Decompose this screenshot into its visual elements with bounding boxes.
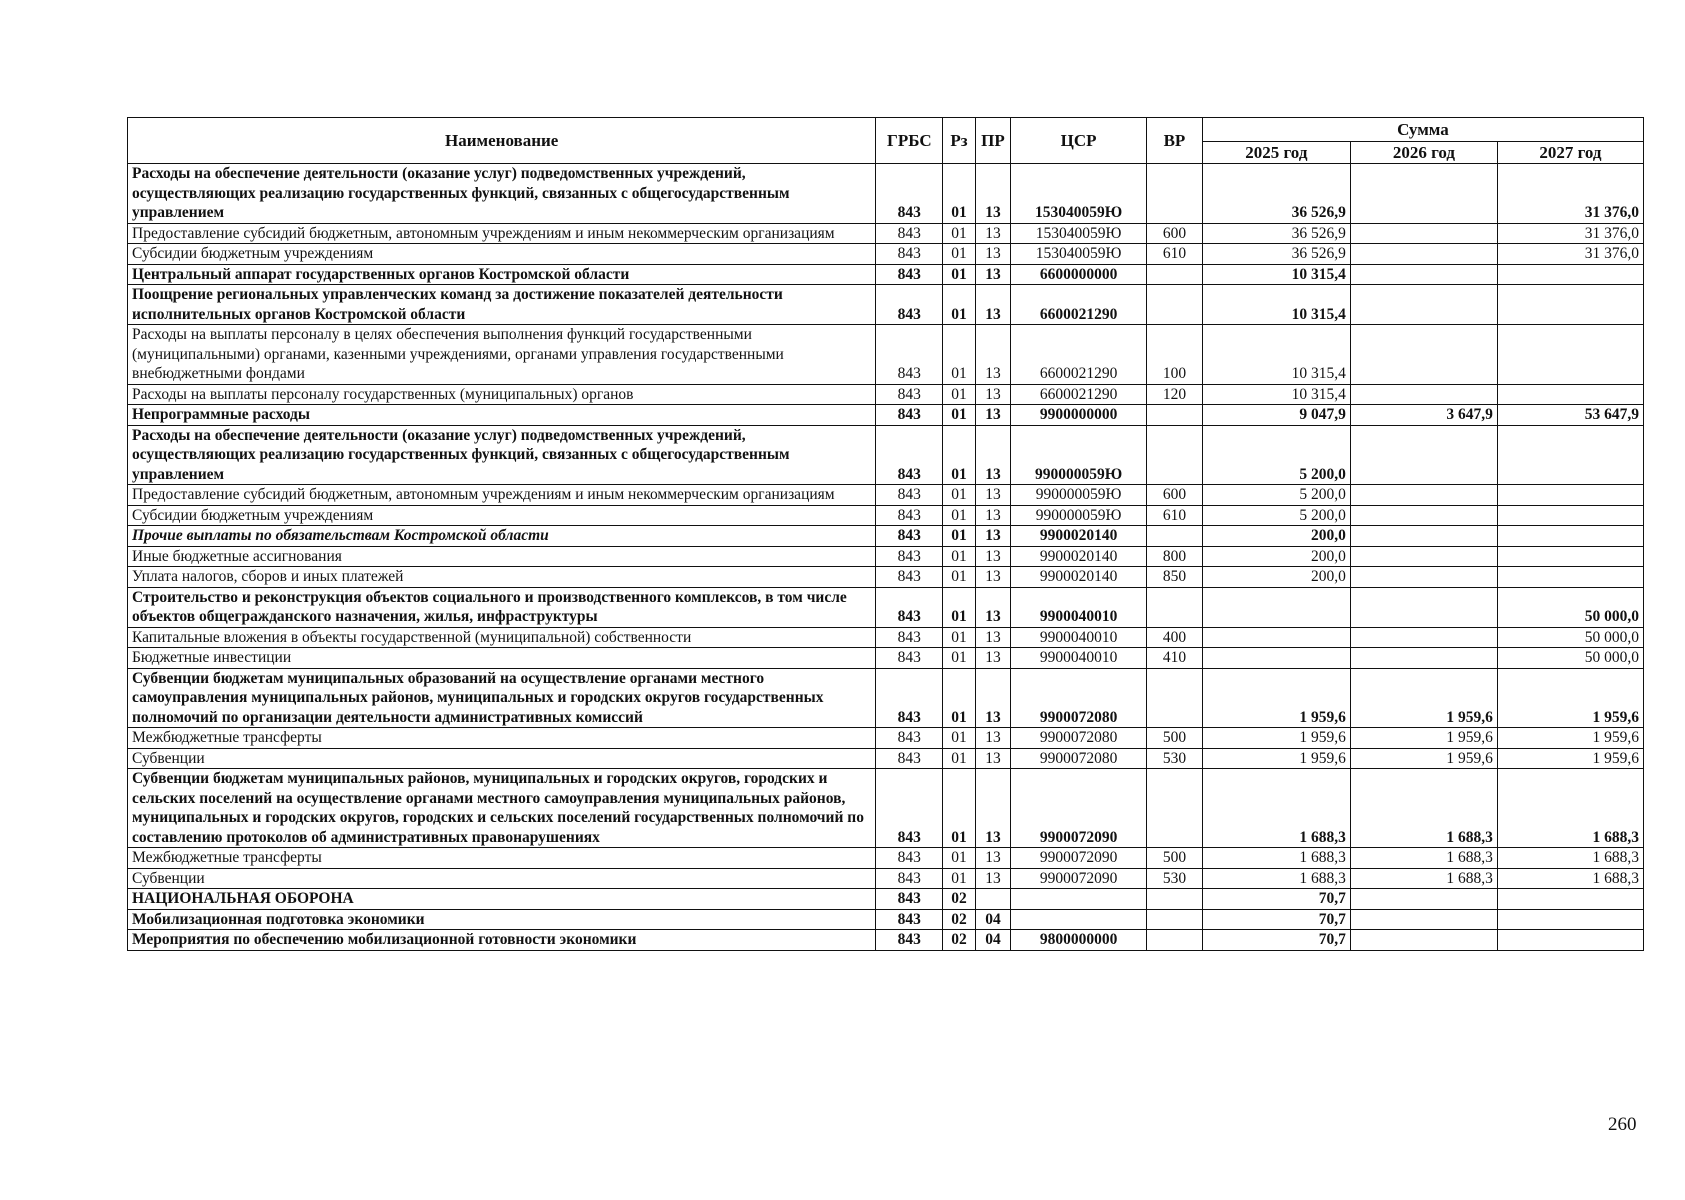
cell-2027 <box>1497 526 1643 547</box>
cell-2027 <box>1497 567 1643 588</box>
cell-pr: 13 <box>975 587 1010 627</box>
cell-2027 <box>1497 264 1643 285</box>
cell-name: Расходы на обеспечение деятельности (оказание услуг) подведомственных учреждений, осуществляющих реализацию государственных функций, связанных с общегосударственным управлением <box>128 164 876 224</box>
header-rz: Рз <box>943 118 975 164</box>
cell-grbs: 843 <box>876 546 943 567</box>
cell-csr: 6600021290 <box>1011 285 1147 325</box>
cell-2025: 200,0 <box>1202 526 1350 547</box>
cell-grbs: 843 <box>876 264 943 285</box>
budget-table <box>127 117 1644 951</box>
cell-2025: 10 315,4 <box>1202 384 1350 405</box>
cell-2025 <box>1202 648 1350 669</box>
cell-grbs: 843 <box>876 668 943 728</box>
cell-2025: 70,7 <box>1202 930 1350 951</box>
cell-pr: 13 <box>975 648 1010 669</box>
cell-pr: 13 <box>975 848 1010 869</box>
cell-name: Предоставление субсидий бюджетным, автономным учреждениям и иным некоммерческим организациям <box>128 485 876 506</box>
cell-name: Мероприятия по обеспечению мобилизационной готовности экономики <box>128 930 876 951</box>
table-row <box>128 668 1644 728</box>
cell-rz: 01 <box>943 587 975 627</box>
cell-csr: 9900040010 <box>1011 627 1147 648</box>
cell-2027: 1 688,3 <box>1497 868 1643 889</box>
cell-vr <box>1147 909 1203 930</box>
header-name: Наименование <box>128 118 876 164</box>
cell-grbs: 843 <box>876 425 943 485</box>
cell-grbs: 843 <box>876 567 943 588</box>
cell-2027: 50 000,0 <box>1497 648 1643 669</box>
cell-2027 <box>1497 325 1643 385</box>
cell-csr: 9900072080 <box>1011 668 1147 728</box>
cell-rz: 01 <box>943 264 975 285</box>
cell-rz: 01 <box>943 425 975 485</box>
cell-csr: 6600000000 <box>1011 264 1147 285</box>
cell-vr: 600 <box>1147 223 1203 244</box>
cell-vr: 500 <box>1147 848 1203 869</box>
cell-vr <box>1147 285 1203 325</box>
cell-grbs: 843 <box>876 909 943 930</box>
cell-rz: 01 <box>943 848 975 869</box>
cell-rz: 01 <box>943 526 975 547</box>
cell-2026 <box>1350 325 1497 385</box>
header-pr: ПР <box>975 118 1010 164</box>
cell-csr: 990000059Ю <box>1011 505 1147 526</box>
cell-rz: 01 <box>943 567 975 588</box>
table-row <box>128 485 1644 506</box>
cell-name: Предоставление субсидий бюджетным, автономным учреждениям и иным некоммерческим организациям <box>128 223 876 244</box>
cell-2025: 36 526,9 <box>1202 244 1350 265</box>
cell-csr: 153040059Ю <box>1011 164 1147 224</box>
cell-grbs: 843 <box>876 505 943 526</box>
cell-2026 <box>1350 909 1497 930</box>
cell-name: Бюджетные инвестиции <box>128 648 876 669</box>
cell-2025: 70,7 <box>1202 909 1350 930</box>
table-row <box>128 889 1644 910</box>
cell-pr: 13 <box>975 425 1010 485</box>
cell-name: Субвенции <box>128 748 876 769</box>
cell-name: Субвенции бюджетам муниципальных образований на осуществление органами местного самоуправления муниципальных районов, муниципальных и городских округов государственных полномочий по организации деятельности административных комиссий <box>128 668 876 728</box>
cell-2026 <box>1350 264 1497 285</box>
cell-csr: 6600021290 <box>1011 384 1147 405</box>
cell-csr: 9900072080 <box>1011 748 1147 769</box>
header-year-2027: 2027 год <box>1497 142 1643 164</box>
cell-grbs: 843 <box>876 285 943 325</box>
cell-2025: 1 688,3 <box>1202 769 1350 848</box>
cell-vr <box>1147 264 1203 285</box>
cell-grbs: 843 <box>876 848 943 869</box>
table-row <box>128 223 1644 244</box>
cell-grbs: 843 <box>876 889 943 910</box>
cell-vr: 400 <box>1147 627 1203 648</box>
table-row <box>128 627 1644 648</box>
cell-rz: 01 <box>943 164 975 224</box>
cell-2025: 10 315,4 <box>1202 285 1350 325</box>
table-row <box>128 848 1644 869</box>
cell-pr: 13 <box>975 748 1010 769</box>
cell-name: Непрограммные расходы <box>128 405 876 426</box>
cell-2026 <box>1350 223 1497 244</box>
cell-rz: 01 <box>943 868 975 889</box>
cell-rz: 01 <box>943 546 975 567</box>
cell-vr: 500 <box>1147 728 1203 749</box>
cell-rz: 01 <box>943 384 975 405</box>
cell-vr <box>1147 425 1203 485</box>
cell-rz: 01 <box>943 223 975 244</box>
cell-2027 <box>1497 425 1643 485</box>
cell-grbs: 843 <box>876 728 943 749</box>
cell-vr <box>1147 668 1203 728</box>
cell-rz: 01 <box>943 728 975 749</box>
cell-2025: 1 688,3 <box>1202 868 1350 889</box>
cell-2026 <box>1350 425 1497 485</box>
cell-pr: 13 <box>975 868 1010 889</box>
cell-2027: 1 688,3 <box>1497 769 1643 848</box>
cell-rz: 01 <box>943 485 975 506</box>
cell-2026 <box>1350 164 1497 224</box>
cell-csr: 9900072090 <box>1011 769 1147 848</box>
table-row <box>128 384 1644 405</box>
cell-2026: 1 959,6 <box>1350 748 1497 769</box>
cell-vr <box>1147 889 1203 910</box>
cell-2027: 31 376,0 <box>1497 164 1643 224</box>
cell-2025: 1 959,6 <box>1202 668 1350 728</box>
cell-grbs: 843 <box>876 223 943 244</box>
cell-2027: 53 647,9 <box>1497 405 1643 426</box>
cell-rz: 02 <box>943 889 975 910</box>
cell-csr: 990000059Ю <box>1011 425 1147 485</box>
cell-2026: 3 647,9 <box>1350 405 1497 426</box>
cell-pr: 13 <box>975 505 1010 526</box>
cell-rz: 01 <box>943 405 975 426</box>
cell-2025: 10 315,4 <box>1202 325 1350 385</box>
cell-grbs: 843 <box>876 868 943 889</box>
cell-2027: 50 000,0 <box>1497 627 1643 648</box>
cell-csr <box>1011 889 1147 910</box>
cell-grbs: 843 <box>876 485 943 506</box>
cell-pr <box>975 889 1010 910</box>
cell-name: Поощрение региональных управленческих команд за достижение показателей деятельности исполнительных органов Костромской области <box>128 285 876 325</box>
cell-pr: 04 <box>975 930 1010 951</box>
cell-grbs: 843 <box>876 648 943 669</box>
cell-rz: 01 <box>943 325 975 385</box>
cell-pr: 13 <box>975 728 1010 749</box>
header-vr: ВР <box>1147 118 1203 164</box>
cell-2027: 1 959,6 <box>1497 668 1643 728</box>
table-row <box>128 505 1644 526</box>
cell-grbs: 843 <box>876 164 943 224</box>
cell-name: Расходы на выплаты персоналу в целях обеспечения выполнения функций государственными (муниципальными) органами, казенными учреждениями, органами управления государственными внебюджетными фондами <box>128 325 876 385</box>
cell-name: Субсидии бюджетным учреждениям <box>128 505 876 526</box>
cell-2026 <box>1350 930 1497 951</box>
table-body <box>128 164 1644 951</box>
cell-2027 <box>1497 285 1643 325</box>
cell-grbs: 843 <box>876 244 943 265</box>
cell-csr: 9900040010 <box>1011 648 1147 669</box>
cell-vr <box>1147 164 1203 224</box>
cell-csr: 153040059Ю <box>1011 223 1147 244</box>
cell-csr <box>1011 909 1147 930</box>
cell-csr: 9800000000 <box>1011 930 1147 951</box>
cell-2027 <box>1497 546 1643 567</box>
cell-2027: 50 000,0 <box>1497 587 1643 627</box>
table-row <box>128 567 1644 588</box>
cell-pr: 13 <box>975 285 1010 325</box>
cell-pr: 13 <box>975 627 1010 648</box>
cell-pr: 13 <box>975 546 1010 567</box>
cell-rz: 02 <box>943 909 975 930</box>
cell-2026 <box>1350 505 1497 526</box>
cell-vr: 610 <box>1147 244 1203 265</box>
cell-pr: 13 <box>975 405 1010 426</box>
cell-csr: 9900072080 <box>1011 728 1147 749</box>
cell-2025: 1 959,6 <box>1202 748 1350 769</box>
cell-2026 <box>1350 485 1497 506</box>
cell-pr: 13 <box>975 223 1010 244</box>
cell-name: Центральный аппарат государственных органов Костромской области <box>128 264 876 285</box>
cell-rz: 01 <box>943 627 975 648</box>
table-row <box>128 930 1644 951</box>
cell-vr: 850 <box>1147 567 1203 588</box>
cell-pr: 13 <box>975 485 1010 506</box>
cell-pr: 13 <box>975 567 1010 588</box>
cell-rz: 01 <box>943 769 975 848</box>
cell-2027 <box>1497 889 1643 910</box>
header-sum: Сумма <box>1202 118 1643 142</box>
cell-name: Субвенции <box>128 868 876 889</box>
table-row <box>128 587 1644 627</box>
cell-pr: 13 <box>975 164 1010 224</box>
cell-name: Прочие выплаты по обязательствам Костромской области <box>128 526 876 547</box>
cell-grbs: 843 <box>876 587 943 627</box>
cell-pr: 13 <box>975 325 1010 385</box>
cell-2027 <box>1497 909 1643 930</box>
cell-pr: 04 <box>975 909 1010 930</box>
cell-vr <box>1147 526 1203 547</box>
cell-name: Иные бюджетные ассигнования <box>128 546 876 567</box>
cell-csr: 990000059Ю <box>1011 485 1147 506</box>
cell-name: Субвенции бюджетам муниципальных районов, муниципальных и городских округов, городских и сельских поселений на осуществление органами местного самоуправления муниципальных районов, муниципальных и городских округов, городских и сельских поселений государственных полномочий по составлению протоколов об административных правонарушениях <box>128 769 876 848</box>
cell-2026 <box>1350 285 1497 325</box>
cell-2026 <box>1350 384 1497 405</box>
cell-csr: 9900040010 <box>1011 587 1147 627</box>
cell-2027: 1 959,6 <box>1497 748 1643 769</box>
cell-2026 <box>1350 567 1497 588</box>
cell-vr: 530 <box>1147 748 1203 769</box>
header-csr: ЦСР <box>1011 118 1147 164</box>
table-row <box>128 769 1644 848</box>
cell-csr: 9900020140 <box>1011 526 1147 547</box>
cell-2025: 36 526,9 <box>1202 223 1350 244</box>
table-row <box>128 285 1644 325</box>
cell-2025: 70,7 <box>1202 889 1350 910</box>
cell-csr: 9900000000 <box>1011 405 1147 426</box>
table-row <box>128 244 1644 265</box>
cell-vr: 610 <box>1147 505 1203 526</box>
cell-grbs: 843 <box>876 526 943 547</box>
cell-2026: 1 688,3 <box>1350 769 1497 848</box>
cell-pr: 13 <box>975 668 1010 728</box>
cell-2026 <box>1350 587 1497 627</box>
header-grbs: ГРБС <box>876 118 943 164</box>
table-row <box>128 526 1644 547</box>
table-row <box>128 546 1644 567</box>
cell-2025: 1 959,6 <box>1202 728 1350 749</box>
cell-name: Строительство и реконструкция объектов социального и производственного комплексов, в том числе объектов общегражданского назначения, жилья, инфраструктуры <box>128 587 876 627</box>
table-row <box>128 405 1644 426</box>
cell-grbs: 843 <box>876 748 943 769</box>
cell-2027 <box>1497 930 1643 951</box>
cell-name: Расходы на выплаты персоналу государственных (муниципальных) органов <box>128 384 876 405</box>
cell-name: Межбюджетные трансферты <box>128 848 876 869</box>
cell-pr: 13 <box>975 384 1010 405</box>
cell-2026: 1 688,3 <box>1350 868 1497 889</box>
cell-2026: 1 959,6 <box>1350 728 1497 749</box>
table-row <box>128 728 1644 749</box>
cell-csr: 153040059Ю <box>1011 244 1147 265</box>
table-row <box>128 264 1644 285</box>
cell-2025: 5 200,0 <box>1202 425 1350 485</box>
cell-2025: 9 047,9 <box>1202 405 1350 426</box>
cell-2025 <box>1202 627 1350 648</box>
cell-name: Мобилизационная подготовка экономики <box>128 909 876 930</box>
cell-vr <box>1147 769 1203 848</box>
table-row <box>128 748 1644 769</box>
cell-2025: 200,0 <box>1202 567 1350 588</box>
cell-grbs: 843 <box>876 627 943 648</box>
cell-2027 <box>1497 384 1643 405</box>
cell-grbs: 843 <box>876 384 943 405</box>
table-row <box>128 325 1644 385</box>
cell-rz: 01 <box>943 748 975 769</box>
cell-2025: 5 200,0 <box>1202 485 1350 506</box>
cell-vr <box>1147 930 1203 951</box>
cell-2025: 10 315,4 <box>1202 264 1350 285</box>
cell-vr: 800 <box>1147 546 1203 567</box>
table-row <box>128 868 1644 889</box>
cell-csr: 9900020140 <box>1011 567 1147 588</box>
cell-2027 <box>1497 485 1643 506</box>
cell-name: Капитальные вложения в объекты государственной (муниципальной) собственности <box>128 627 876 648</box>
cell-name: Уплата налогов, сборов и иных платежей <box>128 567 876 588</box>
cell-rz: 01 <box>943 244 975 265</box>
cell-2026 <box>1350 648 1497 669</box>
cell-vr: 410 <box>1147 648 1203 669</box>
cell-2025: 36 526,9 <box>1202 164 1350 224</box>
cell-2026: 1 688,3 <box>1350 848 1497 869</box>
cell-csr: 6600021290 <box>1011 325 1147 385</box>
cell-2027: 1 688,3 <box>1497 848 1643 869</box>
cell-grbs: 843 <box>876 769 943 848</box>
cell-2026: 1 959,6 <box>1350 668 1497 728</box>
cell-2027: 31 376,0 <box>1497 223 1643 244</box>
cell-name: Расходы на обеспечение деятельности (оказание услуг) подведомственных учреждений, осуществляющих реализацию государственных функций, связанных с общегосударственным управлением <box>128 425 876 485</box>
header-year-2026: 2026 год <box>1350 142 1497 164</box>
cell-grbs: 843 <box>876 930 943 951</box>
cell-vr <box>1147 587 1203 627</box>
cell-name: НАЦИОНАЛЬНАЯ ОБОРОНА <box>128 889 876 910</box>
cell-pr: 13 <box>975 244 1010 265</box>
table-row <box>128 648 1644 669</box>
cell-rz: 02 <box>943 930 975 951</box>
cell-2025: 5 200,0 <box>1202 505 1350 526</box>
cell-2027 <box>1497 505 1643 526</box>
cell-grbs: 843 <box>876 405 943 426</box>
cell-vr: 100 <box>1147 325 1203 385</box>
cell-vr: 530 <box>1147 868 1203 889</box>
page-number: 260 <box>1608 1114 1637 1135</box>
cell-2027: 1 959,6 <box>1497 728 1643 749</box>
header-year-2025: 2025 год <box>1202 142 1350 164</box>
cell-rz: 01 <box>943 285 975 325</box>
cell-2025 <box>1202 587 1350 627</box>
cell-pr: 13 <box>975 264 1010 285</box>
cell-vr: 120 <box>1147 384 1203 405</box>
cell-vr <box>1147 405 1203 426</box>
cell-2026 <box>1350 526 1497 547</box>
cell-pr: 13 <box>975 526 1010 547</box>
table-row <box>128 909 1644 930</box>
cell-2025: 1 688,3 <box>1202 848 1350 869</box>
cell-2026 <box>1350 889 1497 910</box>
cell-2025: 200,0 <box>1202 546 1350 567</box>
cell-csr: 9900020140 <box>1011 546 1147 567</box>
cell-grbs: 843 <box>876 325 943 385</box>
cell-pr: 13 <box>975 769 1010 848</box>
cell-2026 <box>1350 244 1497 265</box>
cell-2027: 31 376,0 <box>1497 244 1643 265</box>
cell-name: Межбюджетные трансферты <box>128 728 876 749</box>
table-row <box>128 425 1644 485</box>
table-row <box>128 164 1644 224</box>
cell-rz: 01 <box>943 648 975 669</box>
cell-2026 <box>1350 546 1497 567</box>
cell-rz: 01 <box>943 668 975 728</box>
cell-name: Субсидии бюджетным учреждениям <box>128 244 876 265</box>
cell-rz: 01 <box>943 505 975 526</box>
cell-csr: 9900072090 <box>1011 868 1147 889</box>
cell-vr: 600 <box>1147 485 1203 506</box>
table-header <box>128 118 1644 164</box>
cell-2026 <box>1350 627 1497 648</box>
cell-csr: 9900072090 <box>1011 848 1147 869</box>
